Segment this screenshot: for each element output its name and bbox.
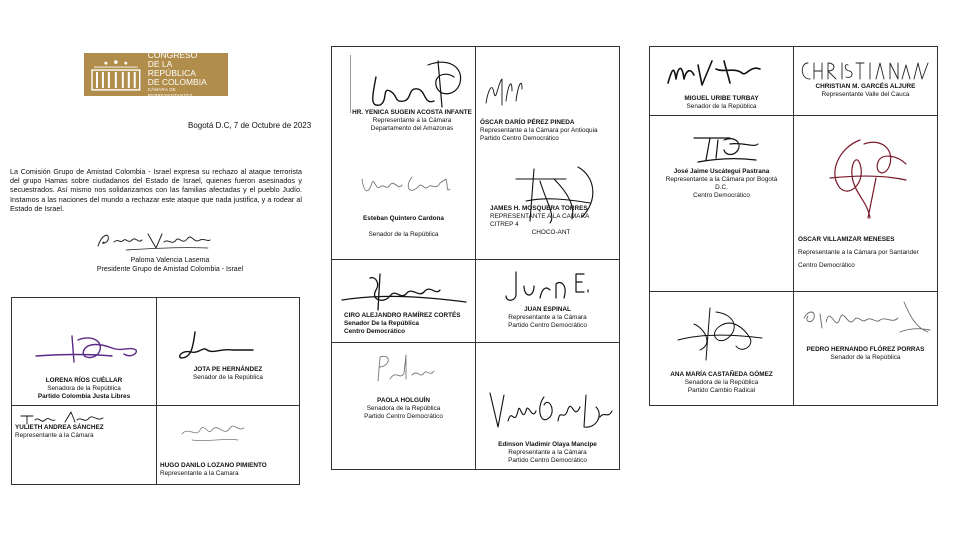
signer-name: HUGO DANILO LOZANO PIMIENTO bbox=[160, 462, 267, 469]
signature-panel-middle bbox=[331, 46, 620, 470]
signature-image bbox=[372, 351, 436, 387]
signer-role: Senador De la República bbox=[344, 320, 419, 327]
signer-role: Representante a la Cámara bbox=[372, 117, 452, 124]
signer-role: Representante a la Cámara por Antioquia bbox=[480, 127, 598, 134]
main-signer-name: Paloma Valencia Lasema bbox=[130, 257, 210, 264]
signature-panel-left bbox=[11, 297, 300, 485]
main-signer bbox=[70, 256, 270, 274]
signer-role: Representante a la Camara bbox=[160, 470, 239, 477]
signature-image bbox=[32, 328, 142, 368]
signer-name: JUAN ESPINAL bbox=[524, 306, 571, 313]
signer-name: HR. YENICA SUGEIN ACOSTA INFANTE bbox=[352, 109, 472, 116]
signer-name: ÓSCAR DARÍO PÉREZ PINEDA bbox=[480, 119, 575, 126]
signature-image bbox=[482, 73, 526, 109]
signer-role: Departamento del Amazonas bbox=[370, 125, 454, 132]
signer-party: Partido Cambio Radical bbox=[687, 387, 756, 394]
document-date: Bogotá D.C, 7 de Octubre de 2023 bbox=[188, 121, 312, 130]
signer-cell bbox=[650, 292, 793, 405]
signer-cell bbox=[158, 406, 299, 484]
signer-role: Senador de la República bbox=[830, 354, 901, 361]
signer-name: MIGUEL URIBE TURBAY bbox=[684, 95, 759, 102]
signer-role: Senadora de la República bbox=[684, 379, 759, 386]
signer-cell bbox=[794, 116, 937, 291]
signer-cell bbox=[15, 406, 155, 484]
signature-image bbox=[670, 304, 770, 364]
logo-text bbox=[148, 51, 222, 99]
signer-cell bbox=[476, 47, 619, 147]
signer-role: REPRESENTANTE A LA CAMARA CITREP 4 bbox=[490, 213, 589, 228]
signature-image bbox=[368, 57, 468, 109]
capitol-building-icon bbox=[90, 58, 142, 92]
signer-name: ANA MARÍA CASTAÑEDA GÓMEZ bbox=[670, 371, 773, 378]
signer-name: JAMES H. MOSQUERA TORRES bbox=[490, 205, 588, 212]
signer-name: CIRO ALEJANDRO RAMÍREZ CORTÉS bbox=[344, 312, 461, 319]
signer-name: PEDRO HERNANDO FLÓREZ PORRAS bbox=[806, 346, 925, 353]
signer-cell bbox=[650, 116, 793, 291]
signer-party: Centro Democrático bbox=[798, 262, 855, 269]
signer-cell bbox=[332, 147, 475, 259]
signature-image bbox=[664, 55, 764, 91]
signer-party: Partido Centro Democrático bbox=[508, 322, 587, 329]
signer-cell bbox=[794, 292, 937, 405]
signature-image bbox=[798, 57, 934, 85]
signature-image bbox=[486, 387, 616, 435]
signature-image bbox=[502, 270, 592, 304]
signer-role: Representante Valle del Cauca bbox=[821, 91, 910, 98]
signature-panel-right bbox=[649, 46, 938, 406]
logo-line: DE LA REPÚBLICA bbox=[147, 58, 196, 78]
signer-name: Edinson Vladimir Olaya Mancipe bbox=[498, 441, 597, 448]
signature-image bbox=[96, 228, 212, 254]
signer-party: Centro Democrático bbox=[693, 192, 750, 199]
signer-cell bbox=[476, 260, 619, 342]
signature-image bbox=[177, 328, 257, 366]
signer-role: Senadora de la República bbox=[366, 405, 441, 412]
signer-cell bbox=[157, 298, 299, 405]
signer-name: José Jaime Uscátegui Pastrana bbox=[673, 168, 770, 175]
signer-party: Partido Centro Democrático bbox=[364, 413, 443, 420]
signer-name: LORENA RÍOS CUÉLLAR bbox=[45, 377, 123, 384]
signer-party: Partido Centro Democrático bbox=[480, 135, 559, 142]
signer-cell bbox=[12, 298, 156, 405]
signer-cell bbox=[332, 343, 475, 469]
signer-name: JOTA PE HERNÁNDEZ bbox=[193, 366, 263, 373]
signer-name: Esteban Quintero Cardona bbox=[363, 215, 444, 222]
signer-cell bbox=[332, 47, 475, 147]
signer-role: CHOCO-ANT bbox=[531, 229, 571, 236]
signer-cell bbox=[650, 47, 793, 115]
signature-image bbox=[820, 134, 910, 224]
signer-name: CHRISTIAN M. GARCÉS ALJURE bbox=[815, 83, 916, 90]
signer-role: Representante a la Cámara bbox=[508, 314, 587, 321]
signature-image bbox=[340, 270, 470, 314]
signature-image bbox=[178, 416, 248, 446]
signer-name: PAOLA HOLGUÍN bbox=[377, 397, 430, 404]
statement-text: La Comisión Grupo de Amistad Colombia - Israel expresa su rechazo al ataque terrorista del grupo Hamas sobre ciudadanos del Estado de Israel, quienes fueron asesinados y secuestrados. Así mismo nos solidarizamos con las familias afectadas y el pueblo Judío. Instamos a las naciones del mundo a rechazar este ataque que nada justifica, y a rodear al Estado de Israel. bbox=[10, 167, 302, 213]
signer-role: Senador de la República bbox=[368, 231, 439, 238]
signer-name: OSCAR VILLAMIZAR MENESES bbox=[798, 236, 895, 243]
signer-name: YULIETH ANDREA SÁNCHEZ bbox=[15, 424, 104, 431]
signer-party: Partido Centro Democrático bbox=[508, 457, 587, 464]
signature-image bbox=[690, 128, 762, 166]
signer-cell bbox=[476, 147, 619, 259]
signer-role: Senadora de la República bbox=[47, 385, 121, 392]
signer-cell bbox=[476, 343, 619, 469]
signer-role: Representante a la Cámara bbox=[15, 432, 94, 439]
signer-cell bbox=[794, 47, 937, 115]
logo-subline: CÁMARA DE REPRESENTANTES bbox=[147, 86, 193, 98]
logo-line: DE COLOMBIA bbox=[147, 76, 207, 87]
signature-image bbox=[800, 298, 932, 342]
logo-line: CONGRESO bbox=[147, 49, 198, 60]
signer-role: Representante a la Cámara por Santander bbox=[798, 249, 919, 256]
main-signer-role: Presidente Grupo de Amistad Colombia - Israel bbox=[96, 266, 244, 273]
signer-role: D.C. bbox=[715, 184, 728, 191]
congress-logo bbox=[84, 49, 228, 98]
signer-party: Centro Democrático bbox=[344, 328, 406, 335]
signer-cell bbox=[332, 260, 475, 342]
signature-image bbox=[358, 173, 454, 199]
signer-party: Partido Colombia Justa Libres bbox=[37, 393, 131, 400]
signer-role: Senador de la República bbox=[686, 103, 757, 110]
signer-role: Senador de la República bbox=[193, 374, 263, 381]
signer-role: Representante a la Cámara bbox=[508, 449, 587, 456]
signer-role: Representante a la Cámara por Bogotá bbox=[665, 176, 778, 183]
